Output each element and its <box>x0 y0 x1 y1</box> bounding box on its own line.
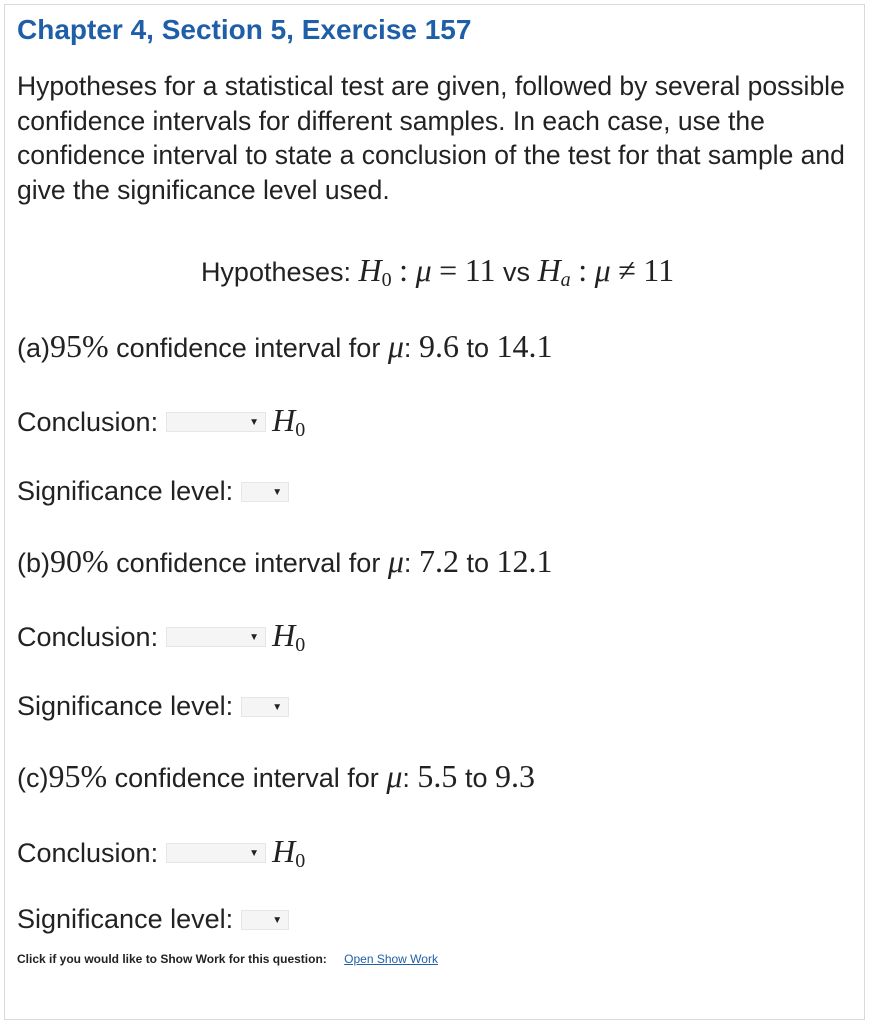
part-a-h0-symbol: H <box>272 402 296 438</box>
part-b-h0-symbol: H <box>272 617 296 653</box>
part-c-significance-row <box>17 904 289 935</box>
part-c-high: 9.3 <box>494 758 535 794</box>
hyp-value-1: 11 <box>464 252 496 288</box>
ha-symbol: H <box>537 252 561 288</box>
part-b-mu: μ <box>387 543 404 579</box>
part-b-confidence: 90% <box>50 543 109 579</box>
part-a-confidence: 95% <box>50 328 109 364</box>
part-b-letter: (b) <box>17 548 50 578</box>
part-b-significance-row <box>17 691 289 722</box>
part-c-mu: μ <box>386 758 403 794</box>
page-title: Chapter 4, Section 5, Exercise 157 <box>17 14 472 45</box>
hypotheses-label: Hypotheses: <box>200 257 352 287</box>
part-c-colon: : <box>402 763 410 793</box>
part-c-letter: (c) <box>17 763 49 793</box>
part-b-high: 12.1 <box>496 543 553 579</box>
part-b-question <box>17 543 553 580</box>
dropdown-arrow-icon: ▼ <box>249 632 260 643</box>
ha-subscript: a <box>560 269 571 291</box>
h0-symbol: H <box>358 252 382 288</box>
part-a-question <box>17 328 553 365</box>
part-a-conclusion-select[interactable] <box>166 412 266 432</box>
part-a-text: confidence interval for <box>116 333 381 363</box>
part-c-question <box>17 758 535 795</box>
part-a-to: to <box>466 333 489 363</box>
part-c-conclusion-select[interactable] <box>166 843 266 863</box>
part-a-significance-select[interactable] <box>241 482 289 502</box>
show-work-footer <box>17 952 438 966</box>
part-c-low: 5.5 <box>417 758 458 794</box>
part-c-h0-symbol: H <box>272 833 296 869</box>
hyp-vs: vs <box>503 257 531 287</box>
part-a-high: 14.1 <box>496 328 553 364</box>
dropdown-arrow-icon: ▼ <box>272 486 283 498</box>
part-a-conclusion-row <box>17 402 305 442</box>
dropdown-arrow-icon: ▼ <box>249 417 260 428</box>
dropdown-arrow-icon: ▼ <box>272 914 283 926</box>
part-c-to: to <box>464 763 488 793</box>
part-b-colon: : <box>403 548 412 578</box>
part-c-significance-label: Significance level: <box>17 904 234 934</box>
part-a-mu: μ <box>387 328 404 364</box>
part-b-conclusion-label: Conclusion: <box>17 621 159 652</box>
dropdown-arrow-icon: ▼ <box>249 848 260 859</box>
hyp-colon-2: : <box>578 252 588 288</box>
part-c-confidence: 95% <box>48 758 108 794</box>
h0-subscript: 0 <box>381 269 392 291</box>
dropdown-arrow-icon: ▼ <box>272 701 283 713</box>
part-a-colon: : <box>403 333 412 363</box>
part-a-low: 9.6 <box>418 328 459 364</box>
problem-statement: Hypotheses for a statistical test are given, followed by several possible confidence intervals for different samples. In each case, use the confidence interval to state a conclusion of the test for that sample and give the significance level used. <box>17 71 845 205</box>
part-c-conclusion-label: Conclusion: <box>17 837 159 868</box>
part-c-h0-subscript: 0 <box>295 850 306 872</box>
part-b-conclusion-row <box>17 617 305 657</box>
hyp-not-equals: ≠ <box>618 252 636 288</box>
part-a-letter: (a) <box>17 333 50 363</box>
show-work-label: Click if you would like to Show Work for this question: <box>17 952 327 966</box>
hyp-equals: = <box>439 252 458 288</box>
part-c-significance-select[interactable] <box>241 910 289 930</box>
hyp-mu-1: μ <box>415 252 432 288</box>
part-c-text: confidence interval for <box>114 763 379 793</box>
part-b-significance-select[interactable] <box>241 697 289 717</box>
hyp-value-2: 11 <box>643 252 675 288</box>
part-c-conclusion-row <box>17 833 305 873</box>
part-b-to: to <box>466 548 489 578</box>
part-b-text: confidence interval for <box>116 548 381 578</box>
part-b-low: 7.2 <box>418 543 459 579</box>
part-b-significance-label: Significance level: <box>17 691 234 721</box>
open-show-work-link[interactable]: Open Show Work <box>344 952 438 966</box>
part-a-significance-row <box>17 476 289 507</box>
part-a-h0-subscript: 0 <box>295 419 306 441</box>
part-b-conclusion-select[interactable] <box>166 627 266 647</box>
hypotheses-line <box>0 252 875 292</box>
hyp-colon-1: : <box>399 252 409 288</box>
part-a-conclusion-label: Conclusion: <box>17 406 159 437</box>
part-b-h0-subscript: 0 <box>295 634 306 656</box>
part-a-significance-label: Significance level: <box>17 476 234 506</box>
hyp-mu-2: μ <box>594 252 611 288</box>
